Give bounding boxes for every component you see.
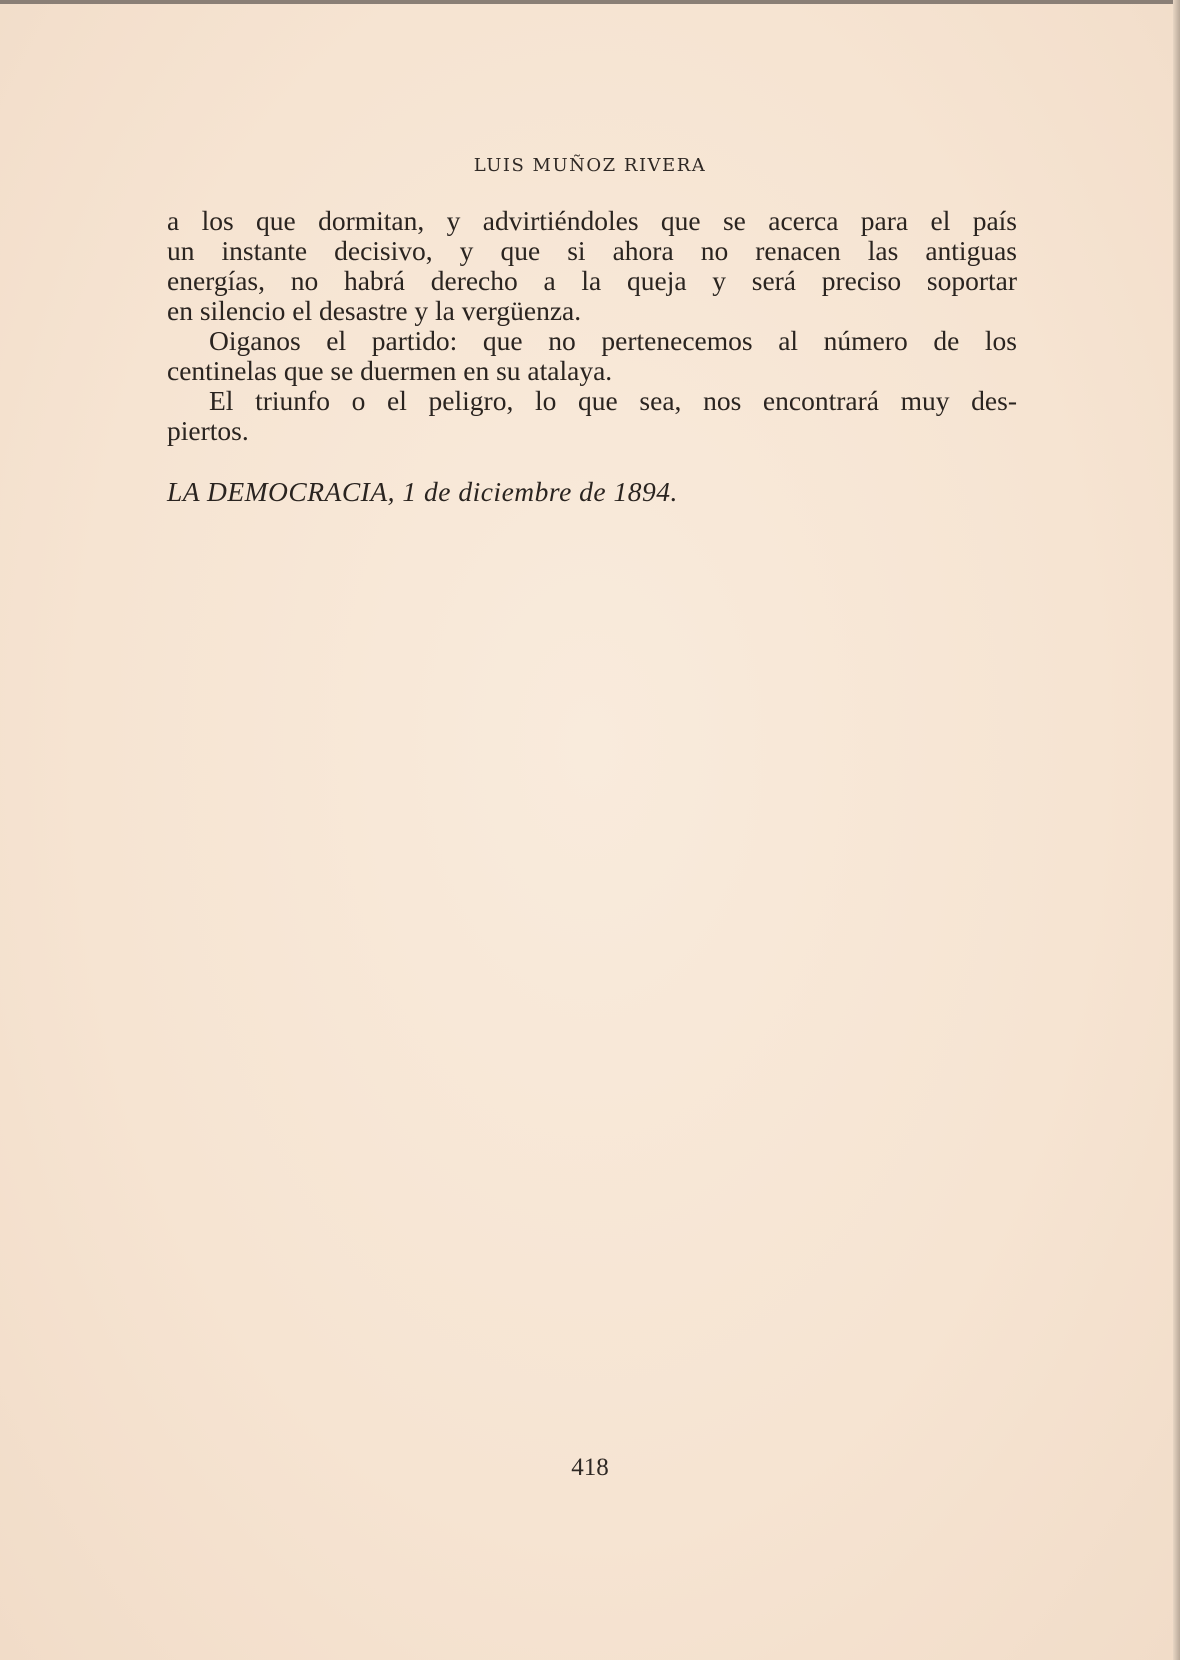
page-right-edge [1173,0,1180,1660]
body-line: El triunfo o el peligro, lo que sea, nos encontrará muy des- [209,385,1017,416]
page-number: 418 [571,1454,609,1481]
body-line: un instante decisivo, y que si ahora no renacen las antiguas [167,235,1017,266]
running-head: LUIS MUÑOZ RIVERA [473,155,707,176]
page-top-edge [0,0,1180,4]
body-line: en silencio el desastre y la vergüenza. [167,295,582,326]
body-line: centinelas que se duermen en su atalaya. [167,355,613,386]
body-text [167,206,1017,446]
body-line: a los que dormitan, y advirtiéndoles que se acerca para el país [167,205,1017,236]
source-signature: LA DEMOCRACIA, 1 de diciembre de 1894. [167,476,678,507]
body-line: piertos. [167,415,249,446]
body-line: Oiganos el partido: que no pertenecemos al número de los [209,325,1017,356]
body-line: energías, no habrá derecho a la queja y será preciso soportar [167,265,1017,296]
